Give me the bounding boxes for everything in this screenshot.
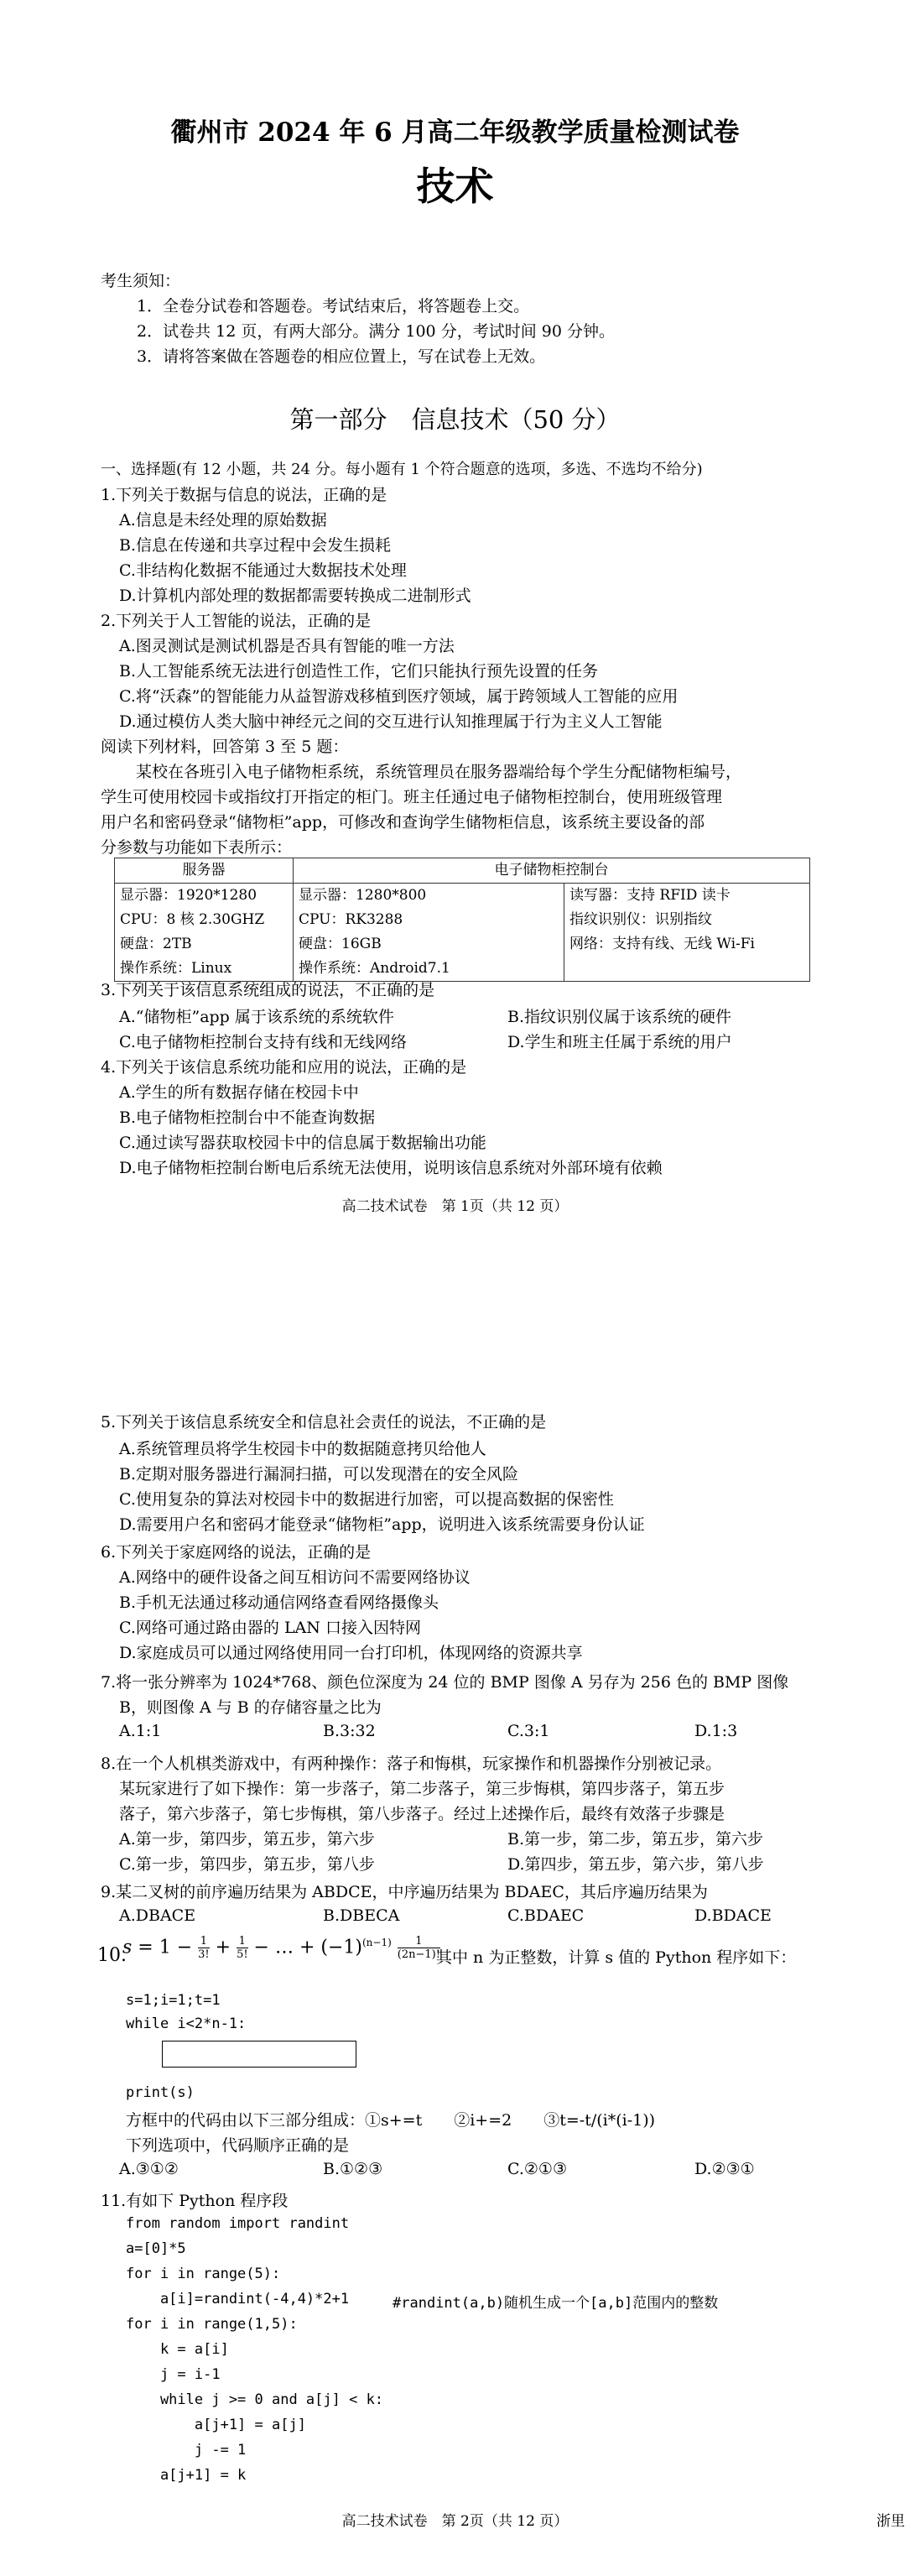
notice-item: 3．请将答案做在答题卷的相应位置上，写在试卷上无效。 bbox=[137, 347, 546, 366]
q11-code-line: a=[0]*5 bbox=[126, 2240, 186, 2257]
q1-stem: 1.下列关于数据与信息的说法，正确的是 bbox=[101, 486, 387, 504]
q1-option-d: D.计算机内部处理的数据都需要转换成二进制形式 bbox=[119, 587, 471, 605]
table-header-console: 电子储物柜控制台 bbox=[294, 858, 810, 884]
section-heading: 一、选择题(有 12 小题，共 24 分。每小题有 1 个符合题意的选项，多选、不选均不给分) bbox=[101, 461, 703, 478]
q11-stem: 11.有如下 Python 程序段 bbox=[101, 2192, 289, 2210]
q9-stem: 9.某二叉树的前序遍历结果为 ABDCE，中序遍历结果为 BDAEC，其后序遍历结果为 bbox=[101, 1883, 708, 1901]
exam-title: 衢州市 2024 年 6 月高二年级教学质量检测试卷 bbox=[170, 117, 740, 148]
page-footer: 高二技术试卷 第 2页（共 12 页） bbox=[341, 2513, 569, 2530]
q6-stem: 6.下列关于家庭网络的说法，正确的是 bbox=[101, 1543, 372, 1562]
table-header-server: 服务器 bbox=[115, 858, 294, 884]
q8-option-c: C.第一步，第四步，第五步，第八步 bbox=[119, 1855, 375, 1874]
page-footer: 高二技术试卷 第 1页（共 12 页） bbox=[341, 1198, 569, 1215]
q5-option-b: B.定期对服务器进行漏洞扫描，可以发现潜在的安全风险 bbox=[119, 1465, 519, 1484]
q1-option-a: A.信息是未经处理的原始数据 bbox=[119, 511, 327, 529]
q2-option-c: C.将“沃森”的智能能力从益智游戏移植到医疗领域，属于跨领域人工智能的应用 bbox=[119, 687, 679, 706]
q3-option-d: D.学生和班主任属于系统的用户 bbox=[507, 1033, 732, 1051]
q11-code-line: while j >= 0 and a[j] < k: bbox=[126, 2391, 384, 2408]
part-title: 第一部分 信息技术（50 分） bbox=[289, 405, 621, 434]
q8-option-d: D.第四步，第五步，第六步，第八步 bbox=[507, 1855, 764, 1874]
q2-stem: 2.下列关于人工智能的说法，正确的是 bbox=[101, 612, 372, 630]
q8-stem: 8.在一个人机棋类游戏中，有两种操作：落子和悔棋，玩家操作和机器操作分别被记录。 bbox=[101, 1755, 722, 1773]
material-paragraph: 用户名和密码登录“储物柜”app，可修改和查询学生储物柜信息，该系统主要设备的部 bbox=[101, 813, 705, 832]
material-paragraph: 某校在各班引入电子储物柜系统，系统管理员在服务器端给每个学生分配储物柜编号， bbox=[136, 763, 742, 781]
notice-item: 1．全卷分试卷和答题卷。考试结束后，将答题卷上交。 bbox=[137, 297, 530, 315]
q3-option-c: C.电子储物柜控制台支持有线和无线网络 bbox=[119, 1033, 407, 1051]
q10-formula: s = 1 − $\frac{1}{3!}$ + $\frac{1}{5!}$ − … + $(-1)^{(n-1)}$ $\frac{1}{(2n-1)!}$ bbox=[122, 1935, 440, 1961]
code-blank-box bbox=[162, 2041, 356, 2068]
q9-option-b: B.DBECA bbox=[323, 1906, 400, 1925]
q4-option-a: A.学生的所有数据存储在校园卡中 bbox=[119, 1083, 359, 1102]
q8-stem-cont: 落子，第六步落子，第七步悔棋，第八步落子。经过上述操作后，最终有效落子步骤是 bbox=[119, 1805, 725, 1823]
q11-code-line: j = i-1 bbox=[126, 2366, 221, 2383]
q4-option-b: B.电子储物柜控制台中不能查询数据 bbox=[119, 1108, 376, 1127]
q10-option-a: A.③①② bbox=[119, 2160, 179, 2178]
q5-stem: 5.下列关于该信息系统安全和信息社会责任的说法，不正确的是 bbox=[101, 1413, 547, 1431]
corner-text: 浙里 bbox=[876, 2513, 905, 2530]
q11-code-line: j -= 1 bbox=[126, 2442, 247, 2459]
q3-option-b: B.指纹识别仪属于该系统的硬件 bbox=[507, 1008, 732, 1026]
q8-option-b: B.第一步，第二步，第五步，第六步 bbox=[507, 1830, 764, 1849]
q11-code-comment: #randint(a,b)随机生成一个[a,b]范围内的整数 bbox=[393, 2295, 719, 2312]
q5-option-d: D.需要用户名和密码才能登录“储物柜”app，说明进入该系统需要身份认证 bbox=[119, 1515, 645, 1534]
q6-option-b: B.手机无法通过移动通信网络查看网络摄像头 bbox=[119, 1593, 439, 1612]
q10-option-d: D.②③① bbox=[694, 2160, 755, 2178]
q6-option-a: A.网络中的硬件设备之间互相访问不需要网络协议 bbox=[119, 1568, 471, 1587]
q7-stem: 7.将一张分辨率为 1024*768、颜色位深度为 24 位的 BMP 图像 A 另存为 256 色的 BMP 图像 bbox=[101, 1673, 789, 1692]
q10-composition: 方框中的代码由以下三部分组成：①s+=t ②i+=2 ③t=-t/(i*(i-1)) bbox=[126, 2111, 656, 2130]
q4-option-c: C.通过读写器获取校园卡中的信息属于数据输出功能 bbox=[119, 1134, 486, 1152]
q2-option-a: A.图灵测试是测试机器是否具有智能的唯一方法 bbox=[119, 637, 455, 655]
q10-code-line: s=1;i=1;t=1 bbox=[126, 1992, 221, 2009]
q10-option-b: B.①②③ bbox=[323, 2160, 383, 2178]
q10-code-line: print(s) bbox=[126, 2084, 195, 2101]
q6-option-d: D.家庭成员可以通过网络使用同一台打印机，体现网络的资源共享 bbox=[119, 1644, 583, 1662]
material-paragraph: 分参数与功能如下表所示： bbox=[101, 838, 293, 857]
q10-option-c: C.②①③ bbox=[507, 2160, 567, 2178]
q7-option-b: B.3:32 bbox=[323, 1722, 376, 1740]
q4-stem: 4.下列关于该信息系统功能和应用的说法，正确的是 bbox=[101, 1058, 467, 1077]
q2-option-b: B.人工智能系统无法进行创造性工作，它们只能执行预先设置的任务 bbox=[119, 662, 599, 681]
q1-option-b: B.信息在传递和共享过程中会发生损耗 bbox=[119, 536, 392, 555]
q9-option-c: C.BDAEC bbox=[507, 1906, 585, 1925]
q8-stem-cont: 某玩家进行了如下操作：第一步落子，第二步落子，第三步悔棋，第四步落子，第五步 bbox=[119, 1780, 725, 1798]
q3-option-a: A.“储物柜”app 属于该系统的系统软件 bbox=[119, 1008, 394, 1026]
q7-stem-cont: B，则图像 A 与 B 的存储容量之比为 bbox=[119, 1698, 382, 1717]
q9-option-a: A.DBACE bbox=[119, 1906, 196, 1925]
material-paragraph: 学生可使用校园卡或指纹打开指定的柜门。班主任通过电子储物柜控制台，使用班级管理 bbox=[101, 788, 723, 806]
q10-code-line: while i<2*n-1: bbox=[126, 2015, 247, 2032]
notice-item: 2．试卷共 12 页，有两大部分。满分 100 分，考试时间 90 分钟。 bbox=[137, 322, 615, 341]
console-specs-2: 读写器：支持 RFID 读卡 指纹识别仪：识别指纹 网络：支持有线、无线 Wi-Fi bbox=[564, 884, 810, 982]
q2-option-d: D.通过模仿人类大脑中神经元之间的交互进行认知推理属于行为主义人工智能 bbox=[119, 712, 663, 731]
q5-option-c: C.使用复杂的算法对校园卡中的数据进行加密，可以提高数据的保密性 bbox=[119, 1490, 614, 1509]
q8-option-a: A.第一步，第四步，第五步，第六步 bbox=[119, 1830, 375, 1849]
console-specs-1: 显示器：1280*800 CPU：RK3288 硬盘：16GB 操作系统：Android7.1 bbox=[294, 884, 564, 982]
server-specs: 显示器：1920*1280 CPU：8 核 2.30GHZ 硬盘：2TB 操作系统：Linux bbox=[115, 884, 294, 982]
q10-stem: 其中 n 为正整数，计算 s 值的 Python 程序如下： bbox=[436, 1948, 797, 1967]
q11-code-line: k = a[i] bbox=[126, 2341, 229, 2358]
device-spec-table bbox=[114, 858, 810, 982]
q11-code-line: a[i]=randint(-4,4)*2+1 bbox=[126, 2291, 350, 2307]
q5-option-a: A.系统管理员将学生校园卡中的数据随意拷贝给他人 bbox=[119, 1440, 486, 1458]
q3-stem: 3.下列关于该信息系统组成的说法，不正确的是 bbox=[101, 981, 435, 999]
q11-code-line: a[j+1] = a[j] bbox=[126, 2417, 306, 2433]
q11-code-line: a[j+1] = k bbox=[126, 2467, 247, 2484]
q11-code-line: for i in range(1,5): bbox=[126, 2316, 298, 2333]
q6-option-c: C.网络可通过路由器的 LAN 口接入因特网 bbox=[119, 1619, 421, 1637]
q7-option-c: C.3:1 bbox=[507, 1722, 550, 1740]
q11-code-line: for i in range(5): bbox=[126, 2266, 281, 2282]
q4-option-d: D.电子储物柜控制台断电后系统无法使用，说明该信息系统对外部环境有依赖 bbox=[119, 1159, 663, 1177]
material-intro: 阅读下列材料，回答第 3 至 5 题： bbox=[101, 738, 349, 756]
notice-heading: 考生须知： bbox=[101, 272, 181, 290]
q10-number: 10. bbox=[97, 1945, 127, 1966]
q7-option-d: D.1:3 bbox=[694, 1722, 738, 1740]
q7-option-a: A.1:1 bbox=[119, 1722, 162, 1740]
q9-option-d: D.BDACE bbox=[694, 1906, 772, 1925]
q10-ask: 下列选项中，代码顺序正确的是 bbox=[126, 2136, 350, 2155]
q1-option-c: C.非结构化数据不能通过大数据技术处理 bbox=[119, 561, 407, 580]
q11-code-line: from random import randint bbox=[126, 2215, 350, 2232]
subject-title: 技术 bbox=[416, 164, 494, 209]
